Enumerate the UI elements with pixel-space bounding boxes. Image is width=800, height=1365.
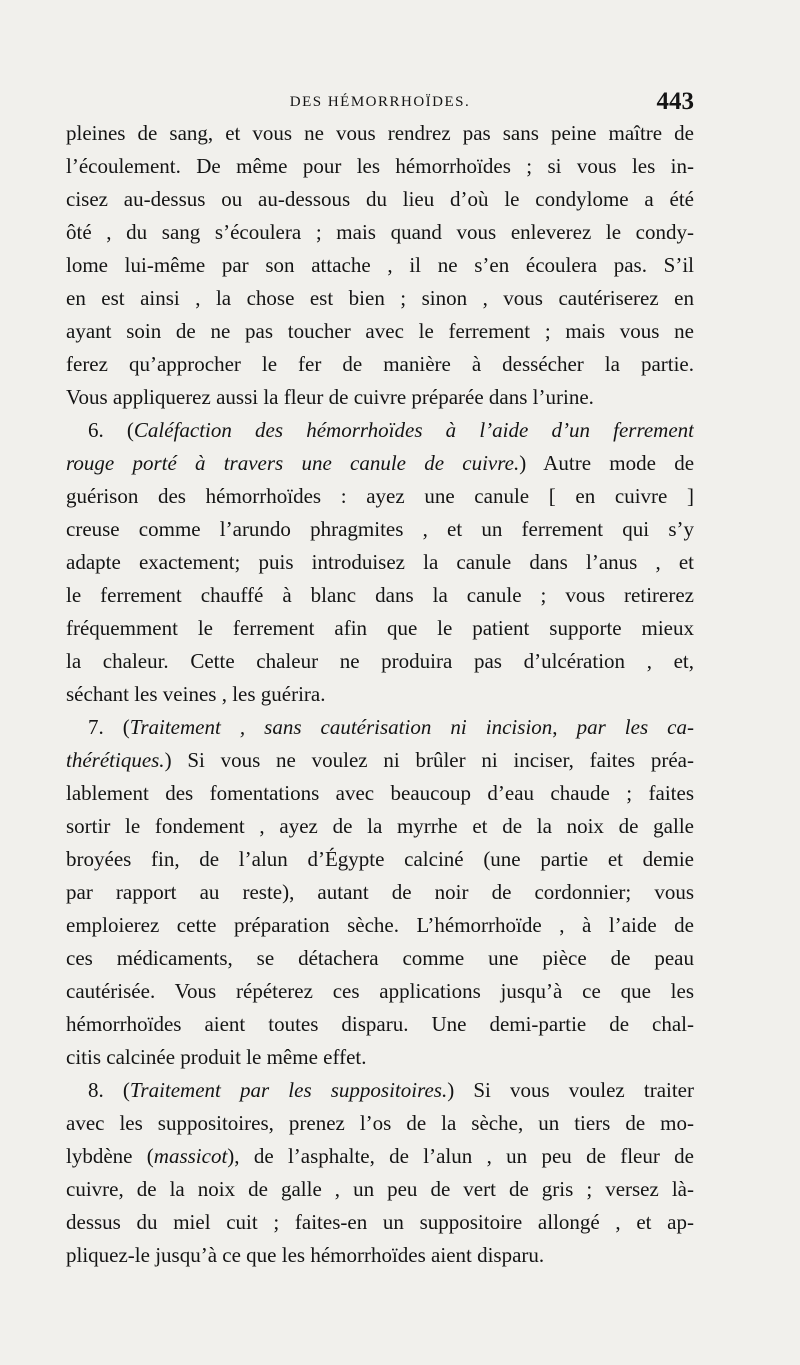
text-segment: lablement des fomentations avec beaucoup d’eau chaude ; faites: [66, 781, 694, 805]
text-segment: pleines de sang, et vous ne vous rendrez pas sans peine maître de: [66, 121, 694, 145]
text-segment: ), de l’asphalte, de l’alun , un peu de fleur de: [227, 1144, 694, 1168]
italic-segment: Caléfaction des hémorrhoïdes à l’aide d’un ferrement: [133, 418, 694, 442]
text-segment: ) Si vous voulez traiter: [447, 1078, 694, 1102]
text-line: [66, 315, 694, 348]
text-segment: sortir le fondement , ayez de la myrrhe et de la noix de galle: [66, 814, 694, 838]
text-line: [66, 810, 694, 843]
text-line: [66, 1107, 694, 1140]
text-line: [66, 117, 694, 150]
text-line: [66, 1206, 694, 1239]
text-segment: fréquemment le ferrement afin que le patient supporte mieux: [66, 616, 694, 640]
text-line: [66, 1173, 694, 1206]
text-line: [66, 546, 694, 579]
text-segment: par rapport au reste), autant de noir de cordonnier; vous: [66, 880, 694, 904]
text-line: [66, 1239, 694, 1272]
text-line: [66, 480, 694, 513]
text-segment: hémorrhoïdes aient toutes disparu. Une demi-partie de chal-: [66, 1012, 694, 1036]
text-segment: séchant les veines , les guérira.: [66, 682, 326, 706]
text-segment: ,: [552, 715, 577, 739]
text-line: [66, 183, 694, 216]
text-segment: ayant soin de ne pas toucher avec le ferrement ; mais vous ne: [66, 319, 694, 343]
page-header: [66, 84, 694, 120]
text-segment: emploierez cette préparation sèche. L’hémorrhoïde , à l’aide de: [66, 913, 694, 937]
text-segment: cisez au-dessus ou au-dessous du lieu d’où le condylome a été: [66, 187, 694, 211]
text-line: [66, 777, 694, 810]
text-line: [66, 1074, 694, 1107]
text-segment: broyées fin, de l’alun d’Égypte calciné (une partie et demie: [66, 847, 694, 871]
italic-segment: Traitement , sans cautérisation ni incision: [129, 715, 553, 739]
text-line: [66, 744, 694, 777]
text-segment: lome lui-même par son attache , il ne s’en écoulera pas. S’il: [66, 253, 694, 277]
text-line: [66, 678, 694, 711]
text-segment: cautérisée. Vous répéterez ces applications jusqu’à ce que les: [66, 979, 694, 1003]
body-text: [66, 117, 694, 1272]
text-segment: ces médicaments, se détachera comme une pièce de peau: [66, 946, 694, 970]
text-line: [66, 942, 694, 975]
text-line: [66, 447, 694, 480]
text-segment: lybdène (: [66, 1144, 154, 1168]
italic-segment: thérétiques.: [66, 748, 165, 772]
text-segment: ) Autre mode de: [519, 451, 694, 475]
text-segment: guérison des hémorrhoïdes : ayez une canule [ en cuivre ]: [66, 484, 694, 508]
italic-segment: massicot: [153, 1144, 228, 1168]
running-head: DES HÉMORRHOÏDES.: [289, 94, 471, 110]
text-line: [66, 909, 694, 942]
text-segment: creuse comme l’arundo phragmites , et un ferrement qui s’y: [66, 517, 694, 541]
text-segment: Vous appliquerez aussi la fleur de cuivre préparée dans l’urine.: [66, 385, 594, 409]
text-segment: en est ainsi , la chose est bien ; sinon , vous cautériserez en: [66, 286, 694, 310]
text-line: [66, 150, 694, 183]
text-line: [66, 282, 694, 315]
text-line: [66, 1041, 694, 1074]
text-line: [66, 843, 694, 876]
italic-segment: Traitement par les suppositoires.: [129, 1078, 448, 1102]
text-segment: avec les suppositoires, prenez l’os de la sèche, un tiers de mo-: [66, 1111, 694, 1135]
text-segment: 6. (: [88, 418, 134, 442]
text-segment: citis calcinée produit le même effet.: [66, 1045, 367, 1069]
text-segment: adapte exactement; puis introduisez la canule dans l’anus , et: [66, 550, 694, 574]
italic-segment: rouge porté à travers une canule de cuivre.: [66, 451, 520, 475]
text-segment: dessus du miel cuit ; faites-en un suppositoire allongé , et ap-: [66, 1210, 694, 1234]
text-line: [66, 975, 694, 1008]
text-segment: le ferrement chauffé à blanc dans la canule ; vous retirerez: [66, 583, 694, 607]
text-line: [66, 249, 694, 282]
text-line: [66, 381, 694, 414]
text-segment: ) Si vous ne voulez ni brûler ni inciser, faites préa-: [164, 748, 694, 772]
page-number: 443: [656, 88, 694, 115]
text-segment: ferez qu’approcher le fer de manière à dessécher la partie.: [66, 352, 694, 376]
italic-segment: par les ca-: [576, 715, 694, 739]
text-line: [66, 348, 694, 381]
text-segment: la chaleur. Cette chaleur ne produira pas d’ulcération , et,: [66, 649, 694, 673]
text-segment: pliquez-le jusqu’à ce que les hémorrhoïdes aient disparu.: [66, 1243, 545, 1267]
text-segment: ôté , du sang s’écoulera ; mais quand vous enleverez le condy-: [66, 220, 694, 244]
text-segment: l’écoulement. De même pour les hémorrhoïdes ; si vous les in-: [66, 154, 694, 178]
text-segment: 7. (: [88, 715, 130, 739]
text-line: [66, 216, 694, 249]
text-segment: cuivre, de la noix de galle , un peu de vert de gris ; versez là-: [66, 1177, 694, 1201]
text-line: [66, 1140, 694, 1173]
text-line: [66, 1008, 694, 1041]
text-segment: 8. (: [88, 1078, 130, 1102]
text-line: [66, 645, 694, 678]
text-line: [66, 579, 694, 612]
text-line: [66, 612, 694, 645]
text-line: [66, 711, 694, 744]
text-line: [66, 876, 694, 909]
text-line: [66, 513, 694, 546]
text-line: [66, 414, 694, 447]
